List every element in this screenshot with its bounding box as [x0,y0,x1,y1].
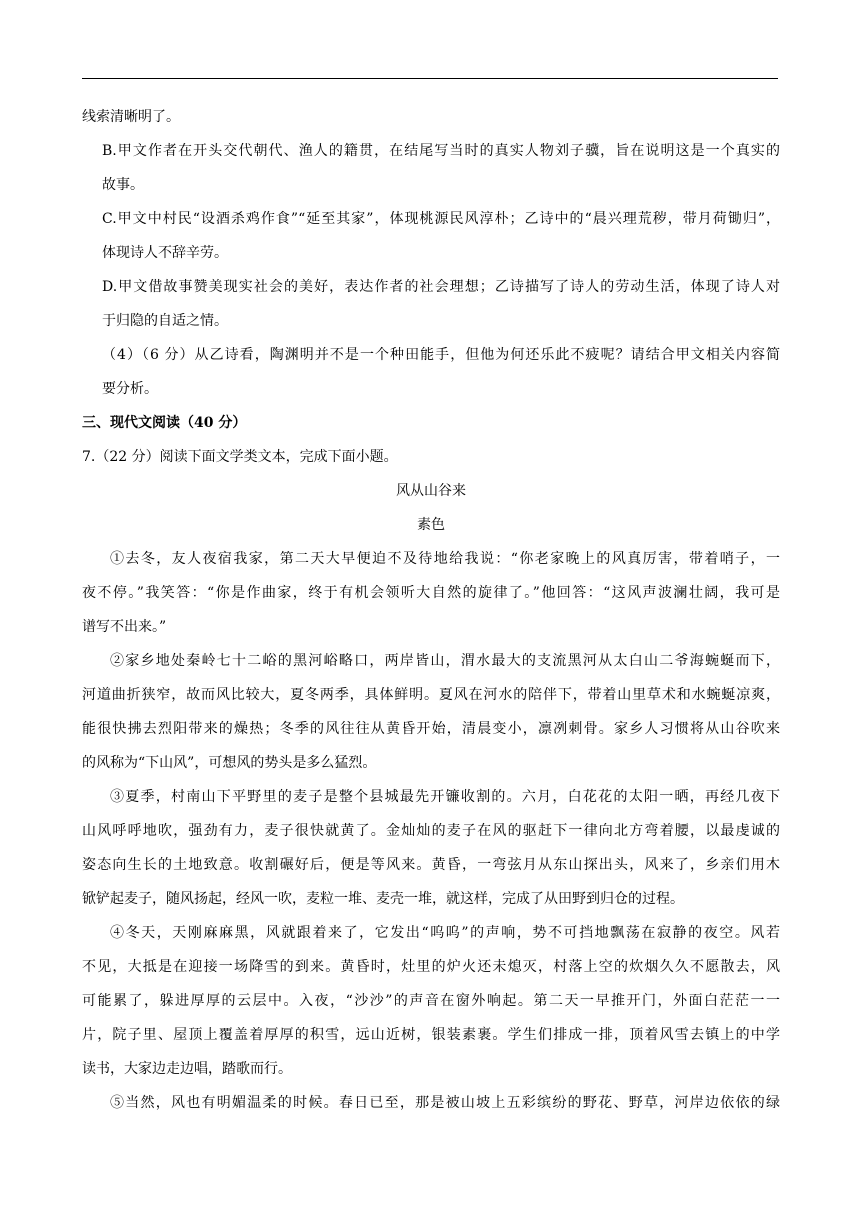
paragraph-line: ③夏季，村南山下平野里的麦子是整个县城最先开镰收割的。六月，白花花的太阳一晒，再经几夜下 [110,789,780,805]
paragraph-line: 河道曲折狭窄，故而风比较大，夏冬两季，具体鲜明。夏风在河水的陪伴下，带着山里草术和水蜿蜒凉爽， [82,687,780,703]
paragraph-line: ①去冬，友人夜宿我家，第二天大早便迫不及待地给我说：“你老家晚上的风真厉害，带着哨子，一 [110,551,780,567]
paragraph-line: 片，院子里、屋顶上覆盖着厚厚的积雪，远山近树，银装素裹。学生们排成一排，顶着风雪去镇上的中学 [82,1027,780,1043]
paragraph-line: 姿态向生长的土地致意。收割碾好后，便是等风来。黄昏，一弯弦月从东山探出头，风来了，乡亲们用木 [82,857,780,873]
paragraph-line: 谱写不出来。” [82,619,167,635]
option-b-line: 故事。 [102,177,144,193]
option-d-line: 于归隐的自适之情。 [102,313,228,329]
article-title: 风从山谷来 [396,483,466,499]
section-heading: 三、现代文阅读（40 分） [82,415,247,431]
question-4-line: 要分析。 [102,381,158,397]
paragraph-line: ⑤当然，风也有明媚温柔的时候。春日已至，那是被山坡上五彩缤纷的野花、野草，河岸边依依的绿 [110,1095,780,1111]
paragraph-line: 不见，大抵是在迎接一场降雪的到来。黄昏时，灶里的炉火还未熄灭，村落上空的炊烟久久不愿散去，风 [82,959,780,975]
paragraph-line: 锨铲起麦子，随风扬起，经风一吹，麦粒一堆、麦壳一堆，就这样，完成了从田野到归仓的过程。 [82,891,684,907]
option-c-line: C.甲文中村民“设酒杀鸡作食”“延至其家”，体现桃源民风淳朴；乙诗中的“晨兴理荒秽，带月荷锄归”， [102,211,780,227]
paragraph-line: ④冬天，天刚麻麻黑，风就跟着来了，它发出“呜呜”的声响，势不可挡地飘荡在寂静的夜空。风若 [110,925,780,941]
paragraph-line: 能很快拂去烈阳带来的燥热；冬季的风往往从黄昏开始，清晨变小，凛冽刺骨。家乡人习惯将从山谷吹来 [82,721,780,737]
option-b-line: B.甲文作者在开头交代朝代、渔人的籍贯，在结尾写当时的真实人物刘子骥，旨在说明这是一个真实的 [102,143,780,159]
question-7-line: 7.（22 分）阅读下面文学类文本，完成下面小题。 [82,449,398,465]
option-c-line: 体现诗人不辞辛劳。 [102,245,228,261]
option-d-line: D.甲文借故事赞美现实社会的美好，表达作者的社会理想；乙诗描写了诗人的劳动生活，体现了诗人对 [102,279,780,295]
question-4-line: （4）（6 分）从乙诗看，陶渊明并不是一个种田能手，但他为何还乐此不疲呢？请结合甲文相关内容简 [102,347,780,363]
header-rule [82,78,778,79]
paragraph-line: 山风呼呼地吹，强劲有力，麦子很快就黄了。金灿灿的麦子在风的驱赶下一律向北方弯着腰，以最虔诚的 [82,823,780,839]
document-body [82,100,780,1120]
paragraph-line: ②家乡地处秦岭七十二峪的黑河峪略口，两岸皆山，渭水最大的支流黑河从太白山二爷海蜿蜒而下， [110,653,780,669]
paragraph-line: 可能累了，躲进厚厚的云层中。入夜，“沙沙”的声音在窗外响起。第二天一早推开门，外面白茫茫一一 [82,993,780,1009]
text-line: 线索清晰明了。 [82,109,180,125]
paragraph-line: 的风称为“下山风”，可想风的势头是多么猛烈。 [82,755,377,771]
paragraph-line: 夜不停。”我笑答：“你是作曲家，终于有机会领听大自然的旋律了。”他回答：“这风声波澜壮阔，我可是 [82,585,780,601]
paragraph-line: 读书，大家边走边唱，踏歌而行。 [82,1061,292,1077]
article-author: 素色 [417,517,445,533]
